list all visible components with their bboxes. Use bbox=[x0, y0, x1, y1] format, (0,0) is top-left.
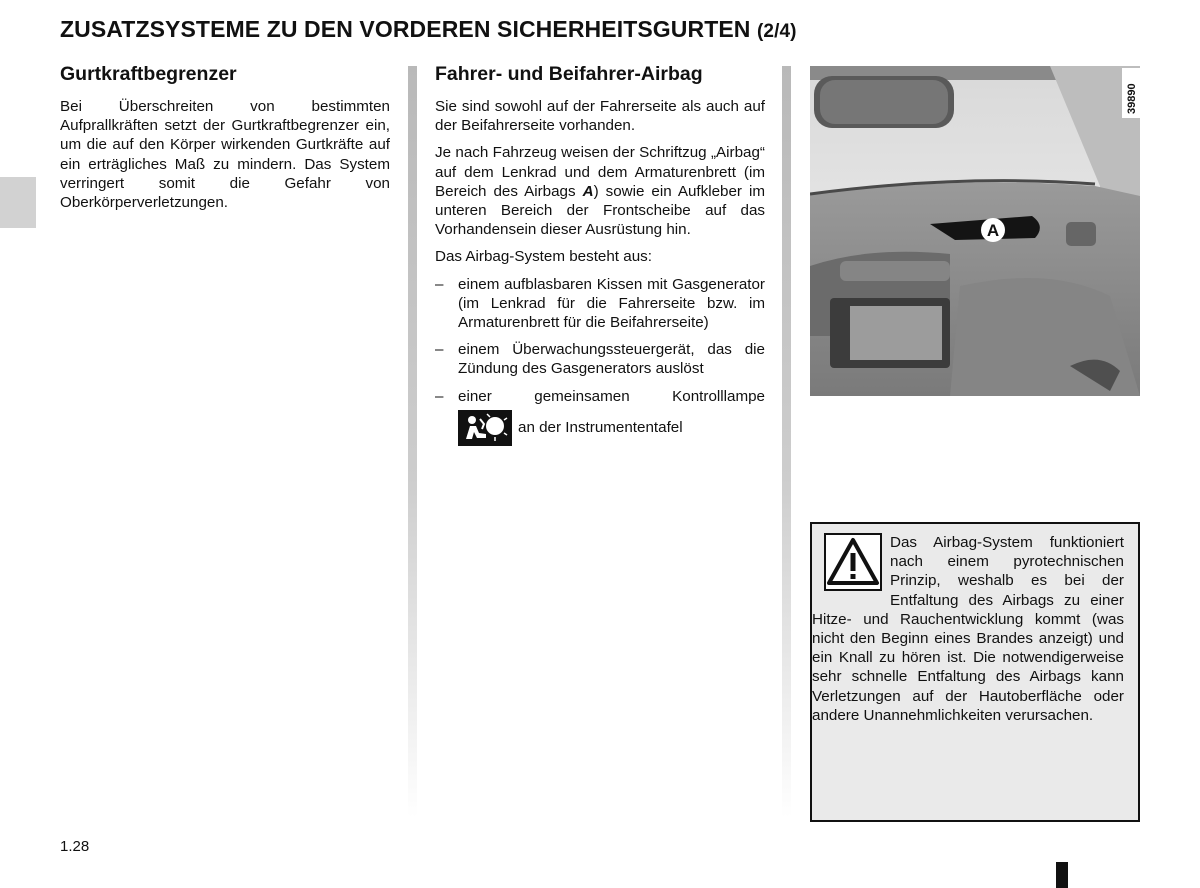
warning-text: Das Airbag-System funktioniert nach einem pyrotechnischen Prinzip, weshalb es bei der Entfaltung des Airbags zu einer Hitze- und Rauchentwicklung kommt (was nicht den Beginn eines Brandes anzeigt) und ein Knall zu hören ist. Die notwendigerweise sehr schnelle Entfaltung des Airbags kann Verletzungen auf der Hautoberfläche oder andere Unannehmlichkeiten verursachen. bbox=[812, 534, 1124, 724]
section-heading-belt-force-limiter: Gurtkraftbegrenzer bbox=[60, 63, 237, 85]
section-heading-airbags: Fahrer- und Beifahrer-Airbag bbox=[435, 63, 703, 85]
list-item-text: einer gemeinsamen Kontrolllampe bbox=[458, 387, 765, 405]
page-part-indicator: (2/4) bbox=[757, 21, 797, 42]
page-title-text: ZUSATZSYSTEME ZU DEN VORDEREN SICHERHEITSGURTEN bbox=[60, 16, 751, 42]
airbag-paragraph-2-start: Je nach Fahrzeug weisen der Schriftzug „Airbag“ auf dem Lenkrad und dem Armaturenbrett (im Bereich des Airbags bbox=[435, 144, 765, 200]
column-divider-left bbox=[408, 66, 417, 818]
dashboard-airbag-photo bbox=[810, 66, 1140, 396]
air-vent-right bbox=[1066, 222, 1096, 246]
center-vents bbox=[840, 261, 950, 281]
belt-force-limiter-paragraph: Bei Überschreiten von bestimmten Aufprallkräften setzt der Gurtkraftbegrenzer ein, um die auf den Körper wirkenden Gurtkräfte auf ein erträgliches Maß zu mindern. Das System verringert somit die Gefahr von Oberkörperverletzungen. bbox=[60, 98, 390, 212]
list-dash: – bbox=[435, 275, 444, 293]
warning-lamp-line bbox=[435, 410, 765, 446]
airbag-paragraph-2 bbox=[435, 143, 765, 239]
airbag-paragraph-2-end: ) sowie ein Aufkleber im unteren Bereich der Frontscheibe auf das Vorhandensein dieser Ausrüstung hin. bbox=[435, 182, 765, 239]
media-screen bbox=[850, 306, 942, 360]
figure-reference-number: 39890 bbox=[1126, 83, 1138, 114]
column-divider-right bbox=[782, 66, 791, 818]
airbag-components-list bbox=[435, 275, 765, 406]
callout-a-label: A bbox=[986, 221, 1000, 240]
list-item bbox=[435, 340, 765, 378]
middle-column bbox=[435, 62, 765, 446]
airbag-paragraph-1: Sie sind sowohl auf der Fahrerseite als auch auf der Beifahrerseite vorhanden. bbox=[435, 98, 765, 135]
page-title bbox=[60, 16, 797, 43]
list-item-text: einem aufblasbaren Kissen mit Gasgenerator (im Lenkrad für die Fahrerseite bzw. im Armaturenbrett für die Beifahrerseite) bbox=[458, 275, 765, 332]
list-dash: – bbox=[435, 341, 444, 359]
airbag-paragraph-3: Das Airbag-System besteht aus: bbox=[435, 248, 652, 266]
warning-lamp-caption: an der Instrumententafel bbox=[518, 419, 683, 437]
chapter-side-tab bbox=[0, 177, 36, 228]
airbag-marker-a: A bbox=[582, 182, 594, 200]
list-item-text: einem Überwachungssteuergerät, das die Zündung des Gasgenerators auslöst bbox=[458, 341, 765, 378]
list-item bbox=[435, 275, 765, 333]
page-edge-marker bbox=[1056, 862, 1068, 888]
left-column bbox=[60, 62, 390, 220]
warning-triangle-icon bbox=[824, 533, 882, 591]
list-dash: – bbox=[435, 387, 444, 405]
list-item bbox=[435, 387, 765, 406]
airbag-warning-lamp-icon bbox=[458, 410, 512, 446]
page-number: 1.28 bbox=[60, 838, 90, 855]
warning-box bbox=[810, 522, 1140, 822]
